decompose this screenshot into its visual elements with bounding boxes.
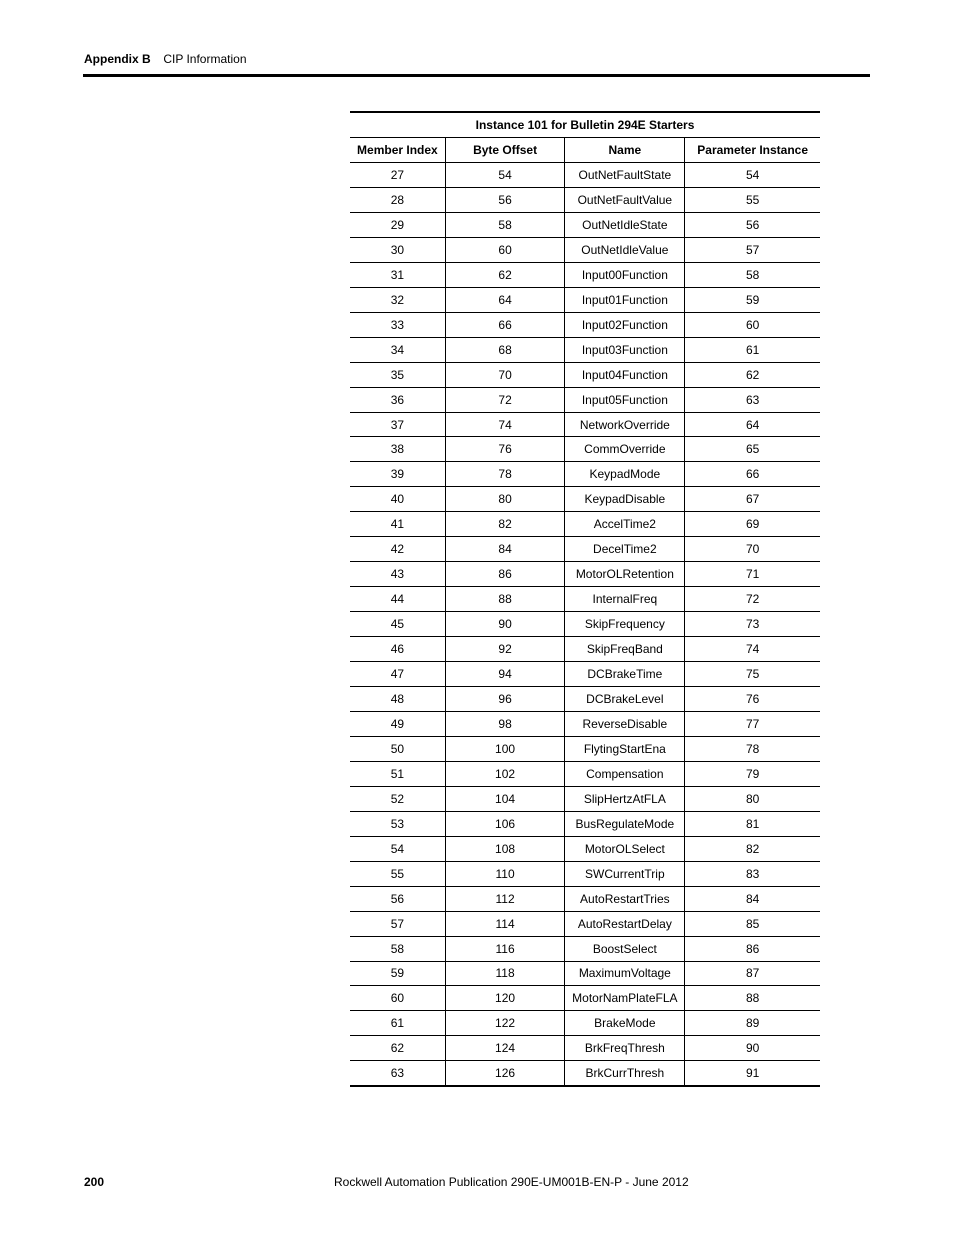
byte-offset-cell: 98 — [445, 711, 565, 736]
page-header — [84, 52, 247, 66]
byte-offset-cell: 124 — [445, 1036, 565, 1061]
byte-offset-cell: 64 — [445, 287, 565, 312]
parameter-instance-cell: 78 — [685, 736, 820, 761]
byte-offset-cell: 56 — [445, 187, 565, 212]
name-cell: MotorOLRetention — [565, 562, 685, 587]
member-index-cell: 31 — [350, 262, 445, 287]
name-cell: Input01Function — [565, 287, 685, 312]
name-cell: Compensation — [565, 761, 685, 786]
byte-offset-cell: 122 — [445, 1011, 565, 1036]
table-row — [350, 637, 820, 662]
parameter-instance-cell: 70 — [685, 537, 820, 562]
parameter-instance-cell: 73 — [685, 612, 820, 637]
table-row — [350, 1011, 820, 1036]
table-row — [350, 936, 820, 961]
name-cell: SkipFreqBand — [565, 637, 685, 662]
byte-offset-cell: 82 — [445, 512, 565, 537]
parameter-instance-cell: 60 — [685, 312, 820, 337]
table-row — [350, 836, 820, 861]
name-cell: NetworkOverride — [565, 412, 685, 437]
member-index-cell: 30 — [350, 237, 445, 262]
byte-offset-cell: 76 — [445, 437, 565, 462]
byte-offset-cell: 116 — [445, 936, 565, 961]
member-index-cell: 55 — [350, 861, 445, 886]
parameter-instance-cell: 71 — [685, 562, 820, 587]
table-row — [350, 387, 820, 412]
table-row — [350, 462, 820, 487]
name-cell: OutNetFaultState — [565, 163, 685, 188]
name-cell: Input04Function — [565, 362, 685, 387]
table-title: Instance 101 for Bulletin 294E Starters — [350, 112, 820, 138]
parameter-instance-cell: 63 — [685, 387, 820, 412]
name-cell: DCBrakeTime — [565, 662, 685, 687]
table-row — [350, 562, 820, 587]
byte-offset-cell: 88 — [445, 587, 565, 612]
table-row — [350, 786, 820, 811]
byte-offset-cell: 114 — [445, 911, 565, 936]
byte-offset-cell: 120 — [445, 986, 565, 1011]
member-index-cell: 36 — [350, 387, 445, 412]
table-row — [350, 711, 820, 736]
column-header-member-index: Member Index — [350, 138, 445, 163]
byte-offset-cell: 54 — [445, 163, 565, 188]
name-cell: FlytingStartEna — [565, 736, 685, 761]
parameter-instance-cell: 84 — [685, 886, 820, 911]
table-row — [350, 312, 820, 337]
parameter-instance-cell: 64 — [685, 412, 820, 437]
member-index-cell: 57 — [350, 911, 445, 936]
member-index-cell: 53 — [350, 811, 445, 836]
parameter-instance-cell: 74 — [685, 637, 820, 662]
name-cell: BrakeMode — [565, 1011, 685, 1036]
byte-offset-cell: 68 — [445, 337, 565, 362]
member-index-cell: 39 — [350, 462, 445, 487]
name-cell: KeypadDisable — [565, 487, 685, 512]
table-row — [350, 163, 820, 188]
table-row — [350, 212, 820, 237]
member-index-cell: 56 — [350, 886, 445, 911]
byte-offset-cell: 66 — [445, 312, 565, 337]
byte-offset-cell: 72 — [445, 387, 565, 412]
byte-offset-cell: 96 — [445, 687, 565, 712]
table-row — [350, 911, 820, 936]
name-cell: BoostSelect — [565, 936, 685, 961]
byte-offset-cell: 62 — [445, 262, 565, 287]
name-cell: Input05Function — [565, 387, 685, 412]
table-row — [350, 1061, 820, 1086]
parameter-table — [350, 111, 820, 1087]
name-cell: CommOverride — [565, 437, 685, 462]
name-cell: MotorNamPlateFLA — [565, 986, 685, 1011]
member-index-cell: 54 — [350, 836, 445, 861]
byte-offset-cell: 92 — [445, 637, 565, 662]
parameter-instance-cell: 77 — [685, 711, 820, 736]
parameter-instance-cell: 89 — [685, 1011, 820, 1036]
table-row — [350, 437, 820, 462]
parameter-instance-cell: 69 — [685, 512, 820, 537]
table-row — [350, 761, 820, 786]
member-index-cell: 29 — [350, 212, 445, 237]
byte-offset-cell: 104 — [445, 786, 565, 811]
table-row — [350, 587, 820, 612]
name-cell: Input03Function — [565, 337, 685, 362]
byte-offset-cell: 60 — [445, 237, 565, 262]
section-title: CIP Information — [163, 52, 247, 66]
name-cell: OutNetFaultValue — [565, 187, 685, 212]
member-index-cell: 28 — [350, 187, 445, 212]
parameter-instance-cell: 87 — [685, 961, 820, 986]
name-cell: OutNetIdleValue — [565, 237, 685, 262]
member-index-cell: 62 — [350, 1036, 445, 1061]
parameter-instance-cell: 54 — [685, 163, 820, 188]
parameter-instance-cell: 88 — [685, 986, 820, 1011]
parameter-instance-cell: 72 — [685, 587, 820, 612]
name-cell: BusRegulateMode — [565, 811, 685, 836]
byte-offset-cell: 126 — [445, 1061, 565, 1086]
member-index-cell: 38 — [350, 437, 445, 462]
byte-offset-cell: 102 — [445, 761, 565, 786]
member-index-cell: 50 — [350, 736, 445, 761]
parameter-instance-cell: 56 — [685, 212, 820, 237]
member-index-cell: 51 — [350, 761, 445, 786]
table-row — [350, 237, 820, 262]
table-row — [350, 961, 820, 986]
table-row — [350, 487, 820, 512]
member-index-cell: 46 — [350, 637, 445, 662]
table-row — [350, 262, 820, 287]
byte-offset-cell: 70 — [445, 362, 565, 387]
parameter-instance-cell: 85 — [685, 911, 820, 936]
page-number: 200 — [84, 1175, 105, 1189]
name-cell: SlipHertzAtFLA — [565, 786, 685, 811]
member-index-cell: 59 — [350, 961, 445, 986]
member-index-cell: 37 — [350, 412, 445, 437]
appendix-label: Appendix B — [84, 52, 151, 66]
table-row — [350, 512, 820, 537]
member-index-cell: 35 — [350, 362, 445, 387]
byte-offset-cell: 74 — [445, 412, 565, 437]
name-cell: DecelTime2 — [565, 537, 685, 562]
name-cell: MotorOLSelect — [565, 836, 685, 861]
parameter-instance-cell: 58 — [685, 262, 820, 287]
byte-offset-cell: 86 — [445, 562, 565, 587]
byte-offset-cell: 90 — [445, 612, 565, 637]
column-header-parameter-instance: Parameter Instance — [685, 138, 820, 163]
name-cell: SkipFrequency — [565, 612, 685, 637]
table-row — [350, 537, 820, 562]
byte-offset-cell: 108 — [445, 836, 565, 861]
parameter-instance-cell: 82 — [685, 836, 820, 861]
table-row — [350, 187, 820, 212]
parameter-instance-cell: 90 — [685, 1036, 820, 1061]
parameter-instance-cell: 57 — [685, 237, 820, 262]
name-cell: DCBrakeLevel — [565, 687, 685, 712]
member-index-cell: 44 — [350, 587, 445, 612]
member-index-cell: 58 — [350, 936, 445, 961]
parameter-instance-cell: 67 — [685, 487, 820, 512]
member-index-cell: 32 — [350, 287, 445, 312]
member-index-cell: 43 — [350, 562, 445, 587]
member-index-cell: 41 — [350, 512, 445, 537]
column-header-byte-offset: Byte Offset — [445, 138, 565, 163]
name-cell: AutoRestartTries — [565, 886, 685, 911]
name-cell: AutoRestartDelay — [565, 911, 685, 936]
parameter-instance-cell: 75 — [685, 662, 820, 687]
name-cell: KeypadMode — [565, 462, 685, 487]
member-index-cell: 60 — [350, 986, 445, 1011]
table-row — [350, 861, 820, 886]
header-rule — [83, 74, 870, 77]
table-row — [350, 412, 820, 437]
byte-offset-cell: 80 — [445, 487, 565, 512]
parameter-instance-cell: 66 — [685, 462, 820, 487]
name-cell: Input02Function — [565, 312, 685, 337]
table-row — [350, 811, 820, 836]
parameter-instance-cell: 83 — [685, 861, 820, 886]
byte-offset-cell: 100 — [445, 736, 565, 761]
name-cell: OutNetIdleState — [565, 212, 685, 237]
byte-offset-cell: 78 — [445, 462, 565, 487]
table-row — [350, 287, 820, 312]
parameter-instance-cell: 80 — [685, 786, 820, 811]
name-cell: InternalFreq — [565, 587, 685, 612]
member-index-cell: 27 — [350, 163, 445, 188]
member-index-cell: 52 — [350, 786, 445, 811]
table-row — [350, 1036, 820, 1061]
table-row — [350, 662, 820, 687]
member-index-cell: 42 — [350, 537, 445, 562]
name-cell: AccelTime2 — [565, 512, 685, 537]
parameter-instance-cell: 61 — [685, 337, 820, 362]
name-cell: SWCurrentTrip — [565, 861, 685, 886]
parameter-instance-cell: 55 — [685, 187, 820, 212]
member-index-cell: 63 — [350, 1061, 445, 1086]
member-index-cell: 45 — [350, 612, 445, 637]
publication-info: Rockwell Automation Publication 290E-UM001B-EN-P - June 2012 — [334, 1175, 689, 1189]
parameter-instance-cell: 91 — [685, 1061, 820, 1086]
byte-offset-cell: 112 — [445, 886, 565, 911]
parameter-instance-cell: 59 — [685, 287, 820, 312]
member-index-cell: 49 — [350, 711, 445, 736]
member-index-cell: 34 — [350, 337, 445, 362]
member-index-cell: 40 — [350, 487, 445, 512]
byte-offset-cell: 58 — [445, 212, 565, 237]
column-header-name: Name — [565, 138, 685, 163]
name-cell: BrkCurrThresh — [565, 1061, 685, 1086]
byte-offset-cell: 106 — [445, 811, 565, 836]
byte-offset-cell: 118 — [445, 961, 565, 986]
parameter-instance-cell: 79 — [685, 761, 820, 786]
byte-offset-cell: 94 — [445, 662, 565, 687]
parameter-instance-cell: 62 — [685, 362, 820, 387]
table-row — [350, 886, 820, 911]
table-row — [350, 362, 820, 387]
byte-offset-cell: 84 — [445, 537, 565, 562]
member-index-cell: 47 — [350, 662, 445, 687]
table-row — [350, 986, 820, 1011]
table-body — [350, 163, 820, 1087]
parameter-instance-cell: 86 — [685, 936, 820, 961]
name-cell: MaximumVoltage — [565, 961, 685, 986]
table-row — [350, 612, 820, 637]
table-row — [350, 687, 820, 712]
member-index-cell: 61 — [350, 1011, 445, 1036]
member-index-cell: 48 — [350, 687, 445, 712]
name-cell: Input00Function — [565, 262, 685, 287]
parameter-instance-cell: 76 — [685, 687, 820, 712]
name-cell: BrkFreqThresh — [565, 1036, 685, 1061]
member-index-cell: 33 — [350, 312, 445, 337]
table-row — [350, 337, 820, 362]
byte-offset-cell: 110 — [445, 861, 565, 886]
table-row — [350, 736, 820, 761]
parameter-instance-cell: 81 — [685, 811, 820, 836]
name-cell: ReverseDisable — [565, 711, 685, 736]
parameter-instance-cell: 65 — [685, 437, 820, 462]
